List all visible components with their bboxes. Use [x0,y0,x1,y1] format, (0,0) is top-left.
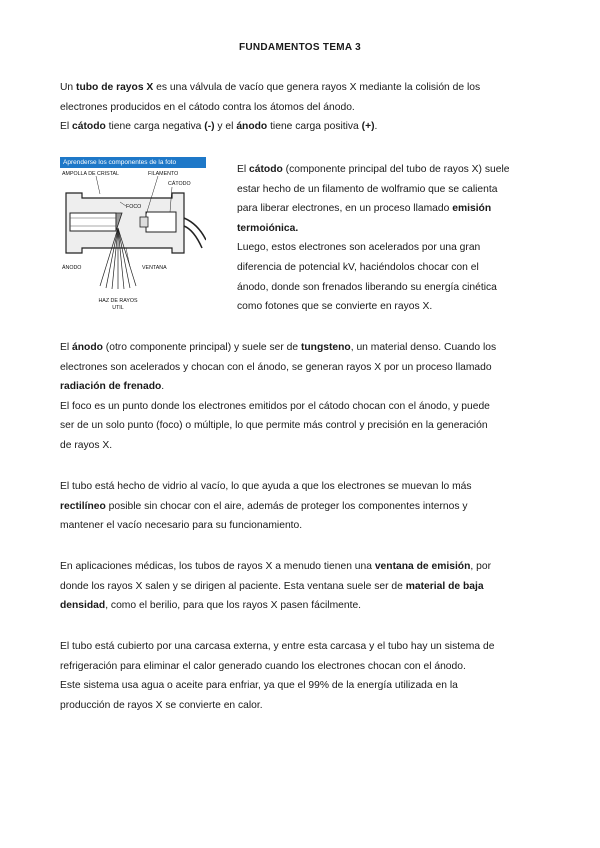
bold-term: ánodo [72,342,103,353]
text-line: Luego, estos electrones son acelerados por una gran [237,242,481,254]
carcasa-paragraph [60,637,538,715]
text: . [374,121,378,133]
intro-paragraph [60,78,538,137]
text: tiene carga negativa [105,121,205,133]
text: Un [60,82,77,93]
figure-caption: Aprenderse los componentes de la foto [60,157,206,168]
text-line: como fotones que se convierte en rayos X. [237,301,433,313]
text-line: electrones producidos en el cátodo contra los átomos del ánodo. [60,101,355,113]
text: donde los rayos X salen y se dirigen al paciente. Esta ventana suele ser de [60,580,406,592]
text: En aplicaciones médicas, los tubos de rayos X a menudo tienen una [60,561,375,572]
text-line: diferencia de potencial kV, haciéndolos chocar con el [237,261,479,273]
text-line: producción de rayos X se convierte en calor. [60,699,263,711]
bold-term: radiación de frenado [60,381,162,393]
text-line: El tubo está hecho de vidrio al vacío, lo que ayuda a que los electrones se muevan lo más [60,481,472,492]
cathode [146,212,176,232]
label-util: UTIL [112,305,124,311]
vidrio-paragraph [60,477,538,536]
bold-term: (-) [204,121,215,133]
page-title: FUNDAMENTOS TEMA 3 [238,42,362,53]
label-anodo: ÁNODO [62,265,82,271]
text-line: estar hecho de un filamento de wolframio que se calienta [237,183,498,195]
bold-term: rectilíneo [60,500,106,512]
bold-term: cátodo [249,164,283,175]
bold-term: cátodo [72,121,106,133]
text: posible sin chocar con el aire, además de proteger los componentes internos y [105,500,468,512]
text: tiene carga positiva [267,121,362,133]
bold-term: tungsteno [300,342,351,353]
text-line: El foco es un punto donde los electrones emitidos por el cátodo chocan con el ánodo, y puede [60,400,490,412]
bold-term: (+) [361,121,375,133]
text-line: mantener el vacío necesario para su funcionamiento. [60,520,303,532]
anode-rod [70,213,116,231]
text: , un material denso. Cuando los [350,342,497,353]
text: , como el berilio, para que los rayos X pasen fácilmente. [105,600,362,612]
catodo-paragraph [237,160,542,317]
text-line: Este sistema usa agua o aceite para enfriar, ya que el 99% de la energía utilizada en la [60,680,458,692]
bold-term: emisión [452,203,492,215]
bold-term: ánodo [236,121,268,133]
text-line: refrigeración para eliminar el calor generado cuando los electrones chocan con el ánodo. [60,660,466,672]
text-line: de rayos X. [60,439,113,451]
text-line: El tubo está cubierto por una carcasa externa, y entre esta carcasa y el tubo hay un sistema de [60,641,495,652]
label-haz: HAZ DE RAYOS [98,298,138,304]
text: para liberar electrones, en un proceso llamado [237,203,453,215]
text-line: ánodo, donde son frenados liberando su energía cinética [237,281,497,293]
text: y el [214,121,237,133]
bold-term: material de baja [405,580,484,592]
label-ampolla: AMPOLLA DE CRISTAL [62,171,120,177]
xray-tube-figure [60,157,206,320]
text: (componente principal del tubo de rayos X) suele [282,164,510,175]
text: , por [470,561,492,572]
text-line: electrones son acelerados y chocan con el ánodo, se generan rayos X por un proceso llamado [60,361,492,373]
text: El [60,342,73,353]
label-foco: FOCO [126,204,142,210]
label-catodo: CÁTODO [168,181,191,187]
label-filamento: FILAMENTO [148,171,179,177]
text: (otro componente principal) y suele ser de [102,342,301,353]
text: El [237,164,250,175]
text: El [60,121,73,133]
bold-term: tubo de rayos X [76,82,154,93]
xray-tube-diagram [60,168,206,320]
bold-term: termoiónica. [237,222,299,234]
text: . [161,381,165,393]
anodo-paragraph [60,338,538,456]
bold-term: ventana de emisión [374,561,471,572]
text-line: ser de un solo punto (foco) o múltiple, lo que permite más control y precisión en la generación [60,420,488,432]
filament [140,217,148,227]
text: es una válvula de vacío que genera rayos X mediante la colisión de los [153,82,481,93]
label-ventana: VENTANA [142,265,167,271]
ventana-paragraph [60,557,538,616]
bold-term: densidad [60,600,106,612]
